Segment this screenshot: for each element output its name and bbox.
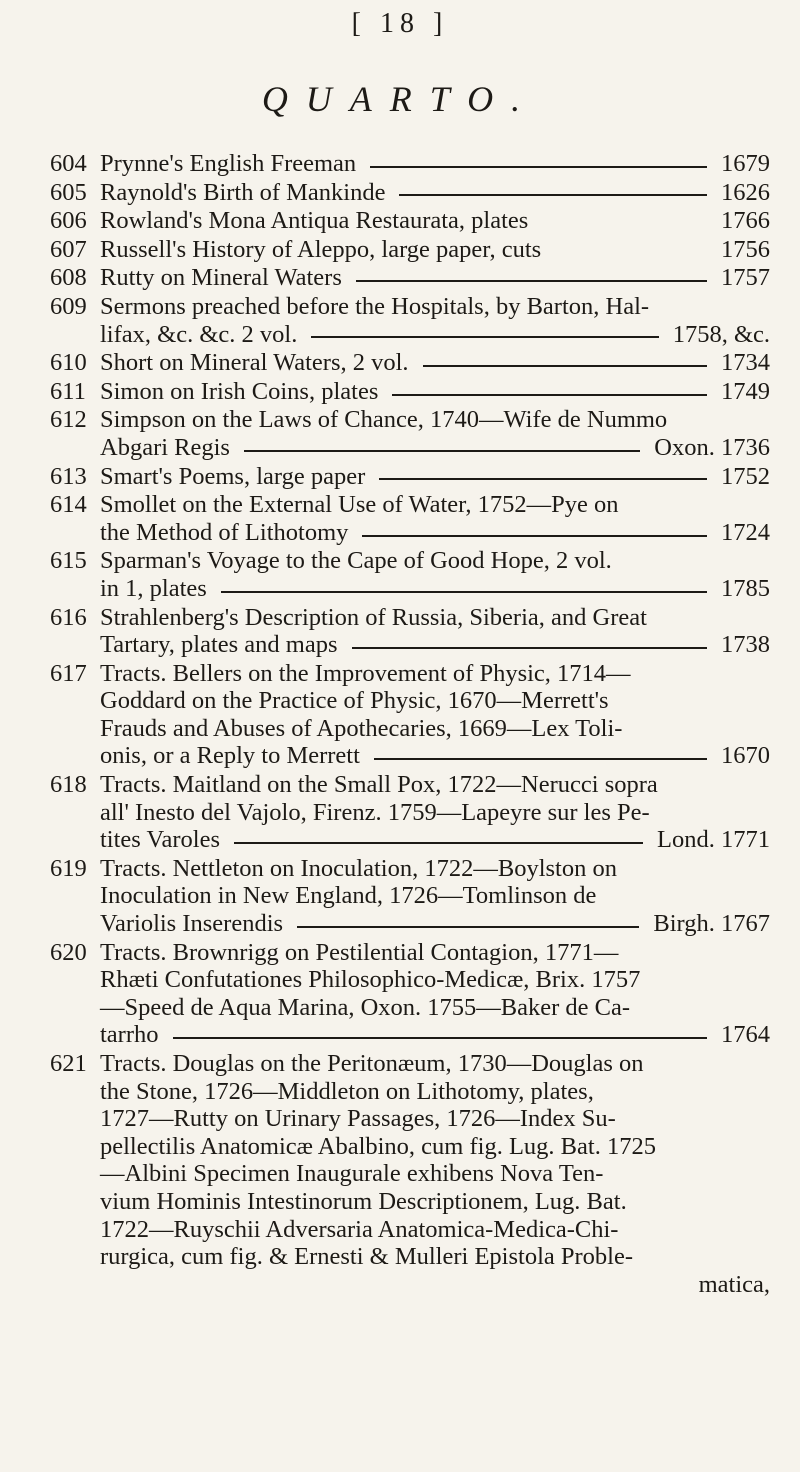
- entry-line: [50, 547, 770, 575]
- entry-number: 606: [50, 207, 87, 235]
- entry-line: [50, 939, 770, 967]
- page-number: [ 18 ]: [351, 8, 449, 39]
- entry-text: Tracts. Douglas on the Peritonæum, 1730—Douglas on: [100, 1050, 644, 1077]
- entry-number: 604: [50, 150, 87, 177]
- entry-number: 621: [50, 1050, 87, 1077]
- entry-line: [50, 491, 770, 519]
- catalogue-entry: [50, 771, 770, 854]
- entry-text: Short on Mineral Waters, 2 vol.: [100, 349, 409, 377]
- entry-number: 608: [50, 264, 87, 292]
- entry-line: [50, 631, 770, 659]
- entry-text: Smart's Poems, large paper: [100, 462, 366, 490]
- entry-text: Simon on Irish Coins, plates: [100, 377, 379, 405]
- entry-number: 610: [50, 349, 87, 377]
- entry-text: lifax, &c. &c. 2 vol.: [100, 320, 298, 348]
- entry-year: 1626: [721, 178, 770, 206]
- entry-text: Simpson on the Laws of Chance, 1740—Wife de Nummo: [100, 406, 668, 434]
- entry-line: [50, 799, 770, 827]
- entry-line: [50, 1188, 770, 1216]
- leader-rule: [392, 394, 707, 396]
- entry-text: Frauds and Abuses of Apothecaries, 1669—Lex Toli-: [100, 714, 623, 742]
- entry-number: 612: [50, 406, 87, 434]
- entry-line: [50, 463, 770, 491]
- entry-year: 1757: [721, 264, 770, 292]
- entry-line: [50, 1105, 770, 1133]
- entry-line: [50, 406, 770, 434]
- entry-line: [50, 1050, 770, 1078]
- entry-text: Inoculation in New England, 1726—Tomlinson de: [100, 882, 597, 910]
- entry-line: [50, 236, 770, 264]
- entry-text: Rowland's Mona Antiqua Restaurata, plates: [100, 207, 529, 235]
- entry-text: Tracts. Brownrigg on Pestilential Contagion, 1771—: [100, 938, 619, 966]
- entry-text: Strahlenberg's Description of Russia, Siberia, and Great: [100, 603, 647, 631]
- entry-line: [50, 855, 770, 883]
- entry-text: pellectilis Anatomicæ Abalbino, cum fig. Lug. Bat. 1725: [100, 1132, 656, 1160]
- entry-text: Abgari Regis: [100, 433, 230, 461]
- entry-year: 1738: [721, 631, 770, 659]
- entry-number: 618: [50, 771, 87, 799]
- entry-line: [50, 826, 770, 854]
- entry-line: [50, 519, 770, 547]
- entry-number: 607: [50, 235, 87, 263]
- entry-line: [50, 321, 770, 349]
- entry-number: 609: [50, 292, 87, 320]
- entry-year: Lond. 1771: [657, 826, 770, 854]
- entry-year: 1752: [721, 462, 770, 490]
- entry-text: Variolis Inserendis: [100, 910, 284, 938]
- entry-text: Goddard on the Practice of Physic, 1670—Merrett's: [100, 687, 609, 715]
- entry-year: 1785: [721, 574, 770, 602]
- entry-line: [50, 264, 770, 292]
- entry-text: Raynold's Birth of Mankinde: [100, 178, 386, 206]
- catalogue-entries: [50, 150, 770, 1299]
- entry-text: Russell's History of Aleppo, large paper, cuts: [100, 235, 542, 263]
- entry-line: [50, 604, 770, 632]
- entry-year: 1679: [721, 150, 770, 177]
- catalogue-entry: [50, 1050, 770, 1298]
- catalogue-entry: [50, 349, 770, 377]
- entry-text: —Albini Specimen Inaugurale exhibens Nova Ten-: [100, 1160, 604, 1188]
- entry-line: [50, 1243, 770, 1271]
- entry-year: 1758, &c.: [672, 320, 770, 348]
- leader-rule: [399, 194, 707, 196]
- leader-rule: [234, 842, 643, 844]
- entry-line: [50, 715, 770, 743]
- entry-line: [50, 1078, 770, 1106]
- catalogue-entry: [50, 378, 770, 406]
- entry-text: tarrho: [100, 1021, 159, 1049]
- entry-line: [50, 771, 770, 799]
- entry-line: [50, 378, 770, 406]
- entry-year: 1724: [721, 518, 770, 546]
- entry-line: [50, 660, 770, 688]
- entry-number: 620: [50, 938, 87, 966]
- catalogue-entry: [50, 207, 770, 235]
- entry-text: rurgica, cum fig. & Ernesti & Mulleri Epistola Proble-: [100, 1243, 633, 1271]
- catalogue-entry: [50, 463, 770, 491]
- entry-text: tites Varoles: [100, 826, 220, 854]
- entry-text: Tartary, plates and maps: [100, 631, 338, 659]
- entry-number: 616: [50, 603, 87, 631]
- entry-number: 605: [50, 178, 87, 206]
- entry-text: vium Hominis Intestinorum Descriptionem, Lug. Bat.: [100, 1187, 627, 1215]
- leader-rule: [221, 591, 707, 593]
- entry-text: the Stone, 1726—Middleton on Lithotomy, plates,: [100, 1077, 594, 1105]
- entry-year: 1749: [721, 377, 770, 405]
- entry-line: [50, 434, 770, 462]
- catalogue-entry: [50, 179, 770, 207]
- entry-year: Birgh. 1767: [653, 910, 770, 938]
- entry-text: Sermons preached before the Hospitals, by Barton, Hal-: [100, 292, 650, 320]
- entry-year: Oxon. 1736: [654, 433, 770, 461]
- entry-line: [50, 575, 770, 603]
- leader-rule: [311, 336, 658, 338]
- entry-line: [50, 882, 770, 910]
- entry-number: 613: [50, 462, 87, 490]
- section-heading: QUARTO.: [261, 79, 539, 119]
- entry-text: Prynne's English Freeman: [100, 150, 357, 177]
- entry-line: [50, 293, 770, 321]
- entry-line: [50, 1021, 770, 1049]
- entry-line: [50, 966, 770, 994]
- entry-line: [50, 207, 770, 235]
- leader-rule: [423, 365, 707, 367]
- entry-number: 611: [50, 377, 86, 405]
- entry-text: 1722—Ruyschii Adversaria Anatomica-Medica-Chi-: [100, 1215, 619, 1243]
- catalogue-entry: [50, 855, 770, 938]
- entry-line: [50, 349, 770, 377]
- entry-line: [50, 994, 770, 1022]
- entry-text: in 1, plates: [100, 574, 207, 602]
- entry-text: Tracts. Maitland on the Small Pox, 1722—Nerucci sopra: [100, 771, 658, 799]
- leader-rule: [379, 478, 707, 480]
- entry-text: 1727—Rutty on Urinary Passages, 1726—Index Su-: [100, 1105, 616, 1133]
- entry-line: [50, 1216, 770, 1244]
- entry-text: Sparman's Voyage to the Cape of Good Hope, 2 vol.: [100, 547, 612, 575]
- leader-rule: [374, 758, 707, 760]
- entry-number: 617: [50, 659, 87, 687]
- entry-year: 1766: [721, 207, 770, 235]
- catalogue-entry: [50, 236, 770, 264]
- catalogue-entry: [50, 150, 770, 178]
- entry-text: Tracts. Nettleton on Inoculation, 1722—Boylston on: [100, 854, 617, 882]
- entry-text: all' Inesto del Vajolo, Firenz. 1759—Lapeyre sur les Pe-: [100, 798, 650, 826]
- entry-line: [50, 179, 770, 207]
- entry-year: 1756: [721, 235, 770, 263]
- leader-rule: [244, 450, 640, 452]
- entry-line: [50, 742, 770, 770]
- entry-text: onis, or a Reply to Merrett: [100, 742, 360, 770]
- leader-rule: [362, 535, 707, 537]
- leader-rule: [356, 280, 707, 282]
- catalogue-entry: [50, 406, 770, 461]
- leader-rule: [297, 926, 639, 928]
- entry-text: Rutty on Mineral Waters: [100, 264, 342, 292]
- entry-text: —Speed de Aqua Marina, Oxon. 1755—Baker de Ca-: [100, 993, 631, 1021]
- entry-text: Rhæti Confutationes Philosophico-Medicæ, Brix. 1757: [100, 966, 641, 994]
- entry-year: 1670: [721, 742, 770, 770]
- entry-number: 615: [50, 547, 87, 575]
- entry-year: 1734: [721, 349, 770, 377]
- entry-text: matica,: [698, 1270, 770, 1298]
- entry-line: [50, 1271, 770, 1299]
- catalogue-entry: [50, 547, 770, 602]
- entry-line: [50, 687, 770, 715]
- entry-number: 614: [50, 491, 87, 519]
- leader-rule: [173, 1037, 708, 1039]
- entry-text: the Method of Lithotomy: [100, 518, 349, 546]
- catalogue-entry: [50, 660, 770, 770]
- catalogue-entry: [50, 491, 770, 546]
- leader-rule: [352, 647, 707, 649]
- entry-year: 1764: [721, 1021, 770, 1049]
- entry-number: 619: [50, 854, 87, 882]
- leader-rule: [370, 166, 707, 168]
- entry-line: [50, 1133, 770, 1161]
- entry-line: [50, 150, 770, 178]
- catalogue-entry: [50, 264, 770, 292]
- catalogue-entry: [50, 604, 770, 659]
- catalogue-entry: [50, 293, 770, 348]
- entry-line: [50, 1160, 770, 1188]
- entry-text: Tracts. Bellers on the Improvement of Physic, 1714—: [100, 659, 631, 687]
- entry-text: Smollet on the External Use of Water, 1752—Pye on: [100, 491, 619, 519]
- catalogue-entry: [50, 939, 770, 1049]
- entry-line: [50, 910, 770, 938]
